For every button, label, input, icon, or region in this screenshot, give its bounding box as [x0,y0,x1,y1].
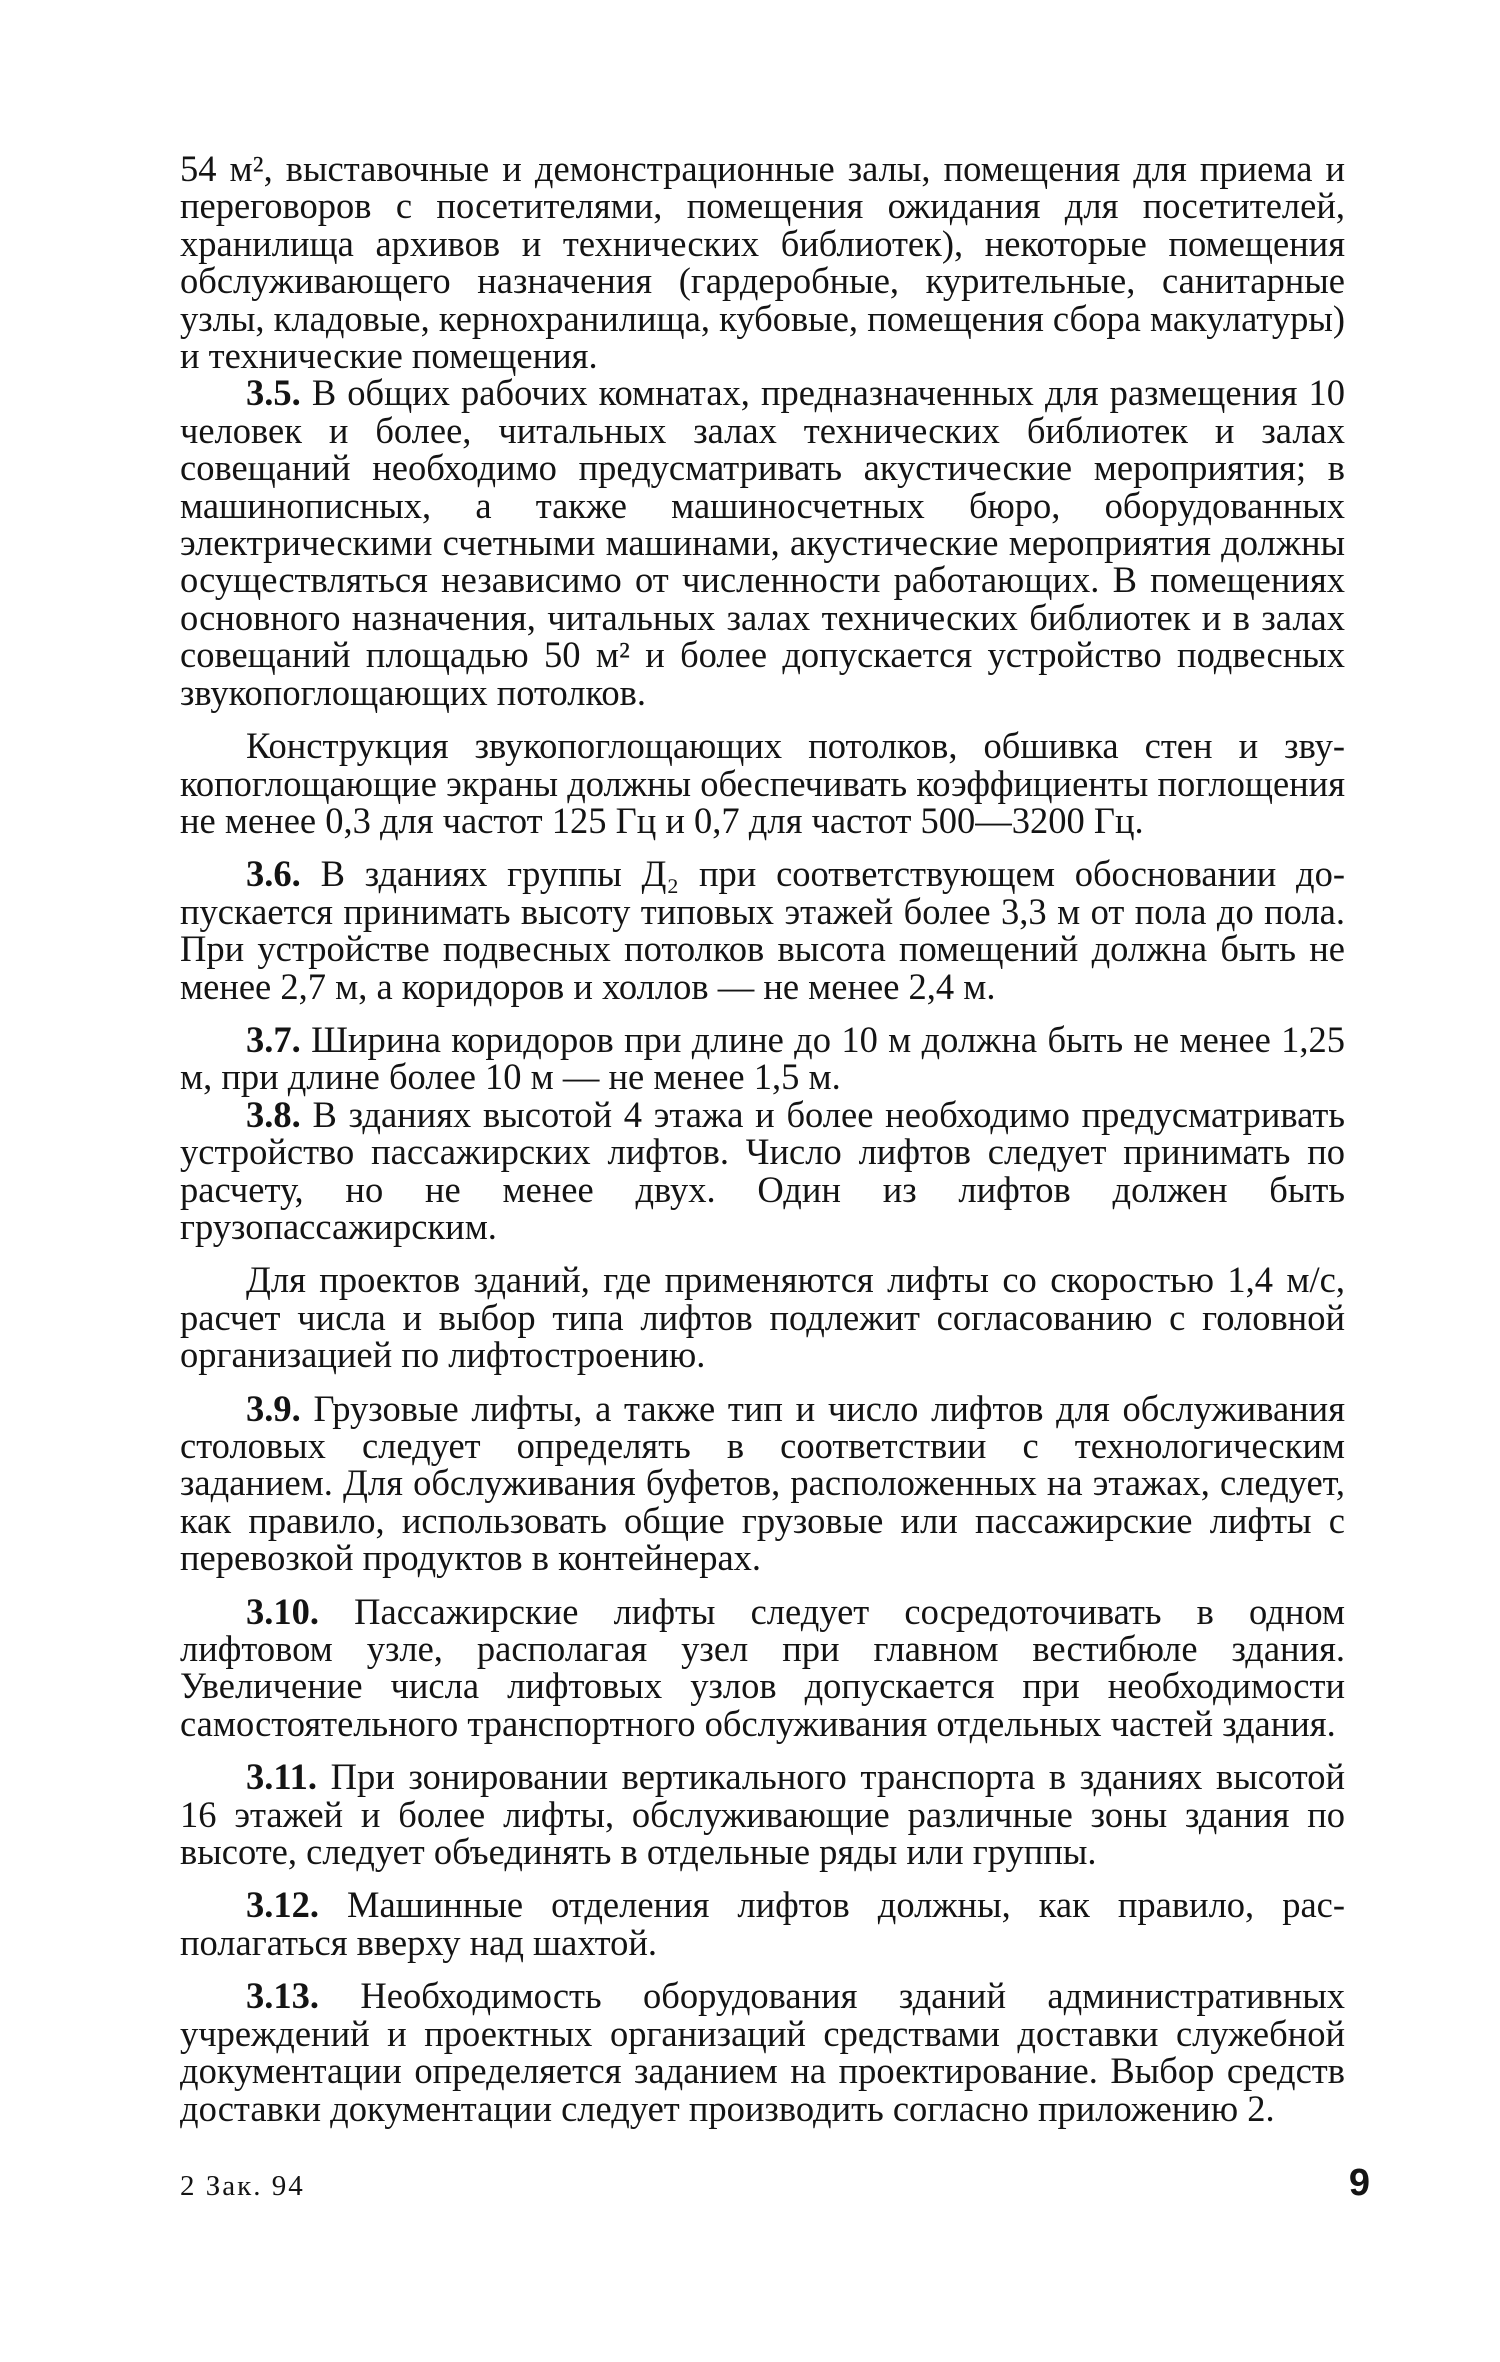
clause-text: Для проектов зданий, где применяются лифты со скоростью 1,4 м/с, расчет числа и выбор типа лифтов подлежит согласованию с головной организацией по лифтостроению. [180,1259,1345,1376]
clause-3-11 [180,1756,1345,1873]
clause-text: Ширина коридоров при длине до 10 м должна быть не менее 1,25 м, при длине более 10 м — не менее 1,5 м. [180,1018,1345,1098]
clause-3-9 [180,1387,1346,1579]
clause-3-5 [180,374,1345,711]
intro-text: 54 м², выставочные и демонстрационные залы, помещения для приема и переговоров с посетителями, помещения ожидания для посетителей, хранилища архивов и технических библиотек), некоторые помещения обслуживающего назначения (гардеробные, курительные, санитарные узлы, кладовые, кернохранилища, кубовые, помещения сбора макулатуры) и технические помещения. [180,148,1345,377]
clause-3-7 [180,1018,1345,1098]
clause-text: Грузовые лифты, а также тип и число лифтов для обслуживания столовых следует определять в соответствии с технологическим заданием. Для обслуживания буфетов, расположенных на этажах, следует, как правило, использовать общие грузовые или пассажирские лифты с перевозкой продуктов в контейнерах. [180,1387,1346,1579]
clause-3-13 [180,1977,1345,2127]
page-footer [180,2162,1370,2212]
clause-text: Машинные отделения лифтов должны, как правило, располагаться вверху над шахтой. [180,1884,1346,1963]
clause-text: В зданиях высотой 4 этажа и более необходимо предусматривать устройство пассажирских лифтов. Число лифтов следует принимать по расчету, но не менее двух. Один из лифтов должен быть грузопассажирским. [180,1093,1346,1247]
clause-3-10 [180,1590,1345,1744]
clause-number: 3.13. [246,1975,319,2017]
clause-number: 3.6. [246,853,301,895]
clause-number: 3.5. [246,372,301,414]
clause-text: При зонировании вертикального транспорта в зданиях высотой 16 этажей и более лифты, обслуживающие различные зоны здания по высоте, следует объединять в отдельные ряды или группы. [180,1756,1345,1873]
clause-3-6 [180,855,1345,1005]
clause-text: В зданиях группы Д₂ при соответствующем обосновании допускается принимать высоту типовых этажей более 3,3 м от пола до пола. При устройстве подвесных потолков высота помещений должна быть не менее 2,7 м, а коридоров и холлов — не менее 2,4 м. [180,853,1346,1007]
clause-text: Пассажирские лифты следует сосредоточивать в одном лифтовом узле, располагая узел при главном вестибюле здания. Увеличение числа лифтовых узлов допускается при необходимости самостоятельного транспортного обслуживания отдельных частей здания. [180,1590,1345,1744]
clause-number: 3.11. [246,1756,317,1798]
page-number: 9 [1348,2162,1370,2204]
clause-text: Конструкция звукопоглощающих потолков, обшивка стен и звукопоглощающие экраны должны обеспечивать коэффициенты поглощения не менее 0,3 для частот 125 Гц и 0,7 для частот 500—3200 Гц. [180,725,1345,841]
clause-text: Необходимость оборудования зданий административных учреждений и проектных организаций средствами доставки служебной документации определяется заданием на проектирование. Выбор средств доставки документации следует производить согласно приложению 2. [180,1975,1346,2129]
clause-3-8 [180,1093,1346,1247]
clause-number: 3.8. [246,1093,301,1135]
intro-paragraph [180,148,1345,377]
clause-3-8-continuation [180,1259,1345,1376]
clause-number: 3.12. [246,1884,319,1926]
clause-number: 3.9. [246,1387,301,1429]
page-body [180,150,1345,2127]
clause-number: 3.7. [246,1018,301,1060]
clause-text: В общих рабочих комнатах, предназначенных для размещения 10 человек и более, читальных залах технических библиотек и залах совещаний необходимо предусматривать акустические мероприятия; в машинописных, а также машиносчетных бюро, оборудованных электрическими счетными машинами, акустические мероприятия должны осуществляться независимо от численности работающих. В помещениях основного назначения, читальных залах технических библиотек и в залах совещаний площадью 50 м² и более допускается устройство подвесных звукопоглощающих потолков. [180,372,1345,713]
clause-3-12 [180,1886,1345,1961]
printer-signature: 2 Зак. 94 [180,2170,305,2202]
clause-3-5-continuation [180,727,1345,839]
clause-number: 3.10. [246,1590,319,1632]
